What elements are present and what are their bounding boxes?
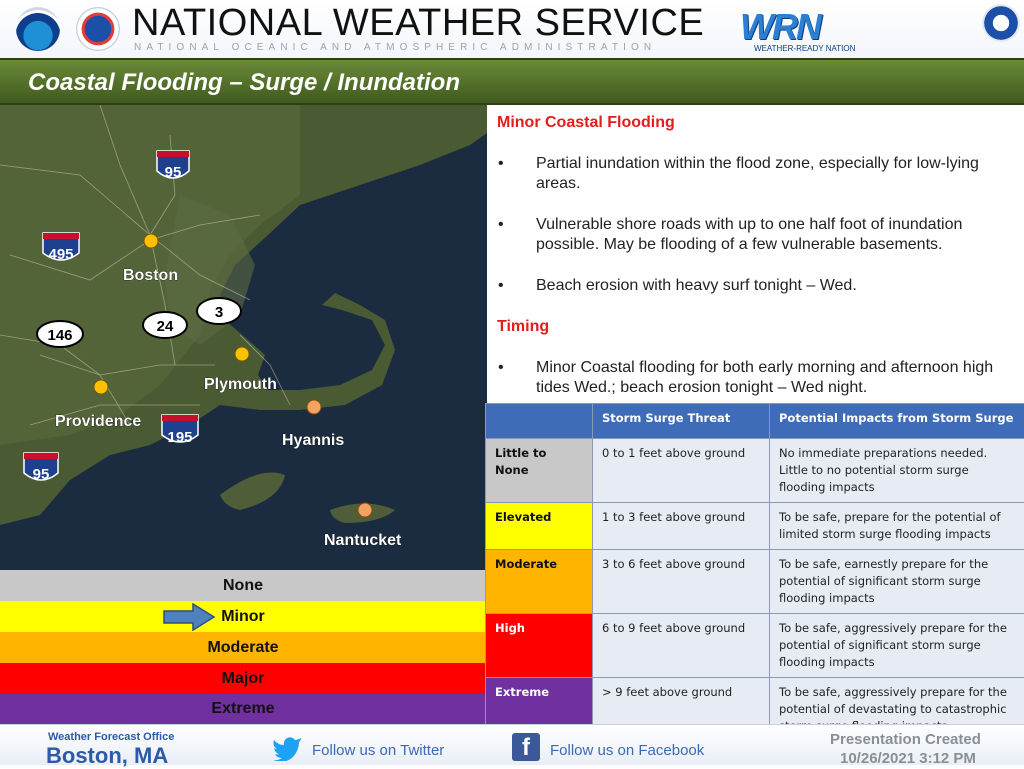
city-label-hyannis: Hyannis	[282, 432, 344, 449]
legend-none	[0, 570, 486, 601]
table-header-threat: Storm Surge Threat	[593, 404, 770, 439]
twitter-link[interactable]: Follow us on Twitter	[312, 742, 444, 759]
subagency-name: NATIONAL OCEANIC AND ATMOSPHERIC ADMINISTRATION	[134, 42, 656, 53]
table-row	[486, 503, 1024, 550]
interstate-495-label: 495	[48, 246, 73, 263]
storm-surge-table	[485, 403, 1024, 742]
wrn-tagline: WEATHER-READY NATION	[754, 44, 855, 53]
minor-bullet-2-text: Vulnerable shore roads with up to one half foot of inundation possible. May be flooding of a few vulnerable basements.	[536, 215, 1014, 255]
nws-logo-icon	[76, 7, 120, 51]
bullet-dot: •	[498, 276, 504, 296]
table-row	[486, 550, 1024, 614]
bullet-dot: •	[498, 154, 504, 174]
legend-none-label: None	[223, 577, 263, 595]
header	[0, 0, 1024, 58]
bullet-dot: •	[498, 358, 504, 378]
office-label: Weather Forecast Office	[48, 731, 174, 743]
interstate-195-label: 195	[167, 429, 192, 446]
minor-bullet-1-text: Partial inundation within the flood zone, especially for low-lying areas.	[536, 154, 1014, 194]
city-label-providence: Providence	[55, 413, 141, 430]
table-header-impacts: Potential Impacts from Storm Surge	[770, 404, 1024, 439]
interstate-95-south-label: 95	[33, 466, 50, 483]
table-cell-threat: > 9 feet above ground	[593, 678, 770, 742]
legend-moderate-label: Moderate	[207, 639, 278, 657]
city-label-boston: Boston	[123, 267, 178, 284]
legend-extreme	[0, 694, 486, 724]
region-map	[0, 105, 487, 570]
legend-minor	[0, 601, 486, 632]
wrn-logo-text: WRN	[740, 6, 860, 48]
route-3-marker	[197, 298, 241, 324]
agency-name: NATIONAL WEATHER SERVICE	[132, 2, 704, 45]
interstate-95-label: 95	[165, 164, 182, 181]
title-bar	[0, 58, 1024, 105]
nantucket-dot	[358, 503, 372, 517]
plymouth-dot	[235, 347, 249, 361]
table-cell-impact: To be safe, prepare for the potential of limited storm surge flooding impacts	[770, 503, 1024, 550]
table-cell-impact: To be safe, earnestly prepare for the potential of significant storm surge flooding impacts	[770, 550, 1024, 614]
table-cell-level: Little to None	[486, 439, 593, 503]
table-header-row	[486, 404, 1024, 439]
page-title: Coastal Flooding – Surge / Inundation	[28, 69, 460, 97]
table-cell-threat: 3 to 6 feet above ground	[593, 550, 770, 614]
legend-moderate	[0, 632, 486, 663]
table-cell-level: Extreme	[486, 678, 593, 742]
bullet-dot: •	[498, 215, 504, 235]
minor-bullet-3-text: Beach erosion with heavy surf tonight – Wed.	[536, 276, 1014, 296]
route-3-label: 3	[215, 304, 223, 321]
table-cell-threat: 1 to 3 feet above ground	[593, 503, 770, 550]
legend-major-label: Major	[222, 670, 265, 688]
table-cell-threat: 6 to 9 feet above ground	[593, 614, 770, 678]
wrn-logo	[740, 6, 860, 54]
created-time: 10/26/2021 3:12 PM	[840, 750, 976, 767]
table-cell-level: Elevated	[486, 503, 593, 550]
table-row	[486, 614, 1024, 678]
table-cell-level: High	[486, 614, 593, 678]
table-cell-impact: To be safe, aggressively prepare for the potential of devastating to catastrophic	[770, 678, 1024, 742]
facebook-link[interactable]: Follow us on Facebook	[550, 742, 704, 759]
table-cell-threat: 0 to 1 feet above ground	[593, 439, 770, 503]
footer	[0, 724, 1024, 765]
timing-heading: Timing	[497, 318, 549, 336]
table-cell-impact: No immediate preparations needed. Little to no potential storm surge flooding impacts	[770, 439, 1024, 503]
legend-major	[0, 663, 486, 694]
city-label-plymouth: Plymouth	[204, 376, 277, 393]
twitter-icon[interactable]	[272, 735, 302, 761]
legend-minor-label: Minor	[221, 608, 265, 626]
route-24-marker	[143, 312, 187, 338]
doc-seal-icon	[982, 4, 1020, 42]
city-label-nantucket: Nantucket	[324, 532, 402, 549]
table-row	[486, 439, 1024, 503]
created-label: Presentation Created	[830, 731, 981, 748]
legend-extreme-label: Extreme	[211, 700, 274, 718]
minor-flooding-heading: Minor Coastal Flooding	[497, 114, 675, 132]
table-header-level	[486, 404, 593, 439]
facebook-icon[interactable]: f	[512, 733, 540, 761]
table-cell-level: Moderate	[486, 550, 593, 614]
hyannis-dot	[307, 400, 321, 414]
noaa-logo-icon	[16, 7, 60, 51]
boston-dot	[144, 234, 158, 248]
route-24-label: 24	[157, 318, 174, 335]
details-panel	[487, 105, 1024, 403]
timing-bullet-1-text: Minor Coastal flooding for both early morning and afternoon high tides Wed.; beach erosion tonight – Wed night.	[536, 358, 1014, 398]
office-name: Boston, MA	[46, 743, 168, 769]
selected-level-arrow-icon	[163, 603, 215, 631]
map-graphic	[0, 105, 487, 570]
route-146-label: 146	[47, 327, 72, 344]
providence-dot	[94, 380, 108, 394]
table-cell-impact: To be safe, aggressively prepare for the potential of significant storm surge flooding impacts	[770, 614, 1024, 678]
route-146-marker	[37, 321, 83, 347]
